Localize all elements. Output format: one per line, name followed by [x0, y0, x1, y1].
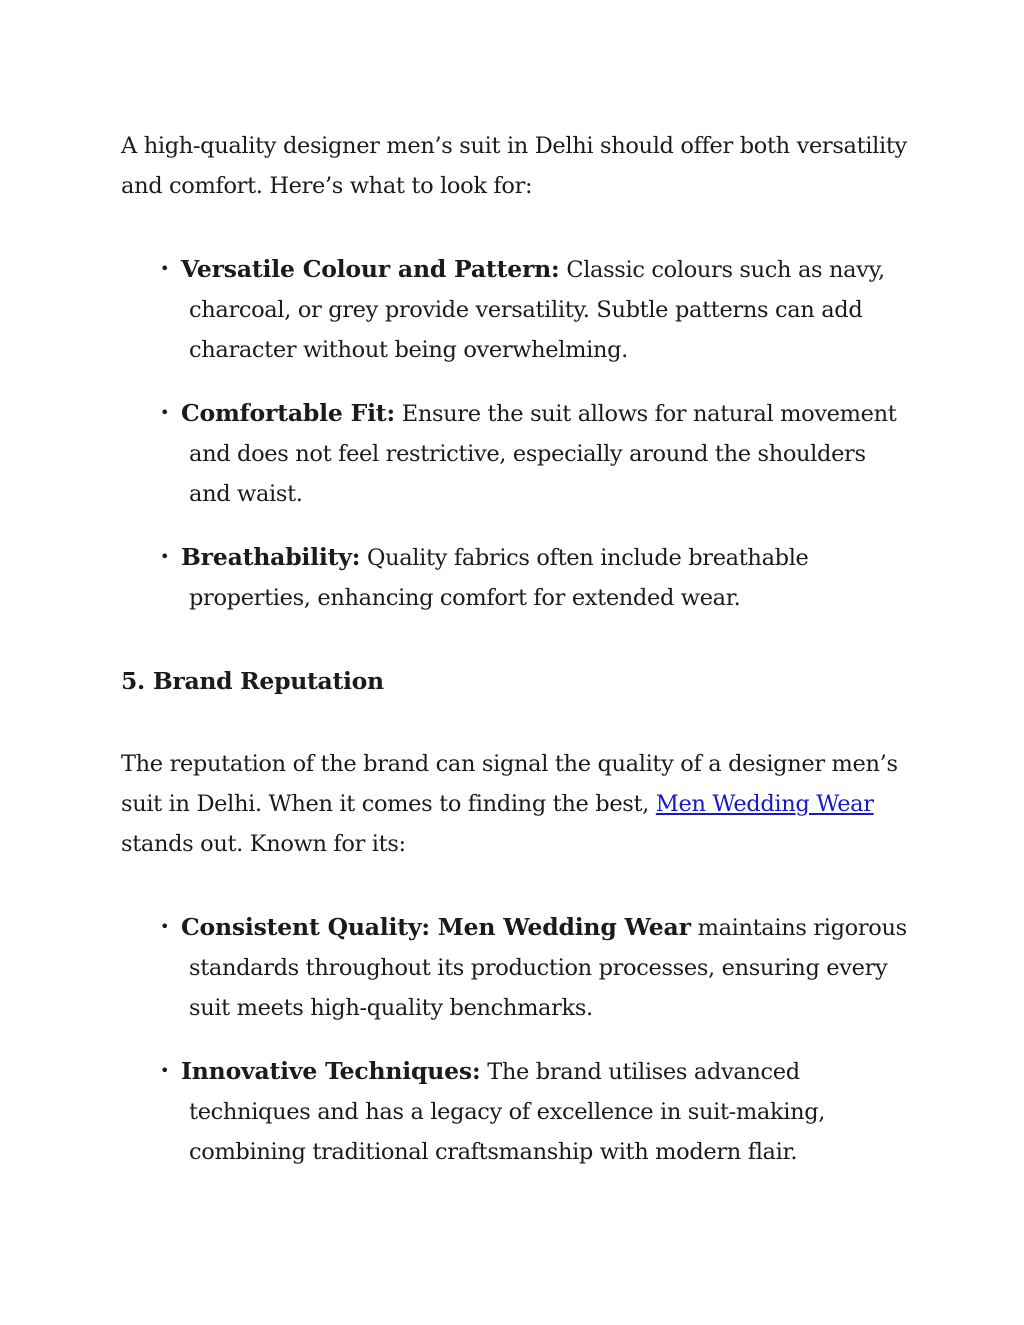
list-item	[160, 907, 911, 1028]
brand-paragraph	[121, 744, 911, 864]
list-item-lead: Breathability:	[181, 543, 361, 571]
list-item-lead: Comfortable Fit:	[181, 399, 395, 427]
list-item-text: Ensure the suit allows for natural movement and does not feel restrictive, especially around the shoulders and waist.	[189, 401, 897, 507]
list-item	[160, 249, 911, 370]
list-item-lead: Consistent Quality: Men Wedding Wear	[181, 913, 691, 941]
bullet-icon: •	[160, 259, 170, 278]
bullet-icon: •	[160, 917, 170, 936]
list-item-lead: Versatile Colour and Pattern:	[181, 255, 560, 283]
list-item	[160, 393, 911, 514]
list-item	[160, 537, 911, 618]
list-item-lead: Innovative Techniques:	[181, 1057, 481, 1085]
list-item-text: Classic colours such as navy, charcoal, or grey provide versatility. Subtle patterns can add character without being overwhelming.	[189, 257, 885, 363]
men-wedding-wear-link[interactable]: Men Wedding Wear	[655, 791, 874, 817]
brand-paragraph-text: The reputation of the brand can signal the quality of a designer men’s suit in Delhi. When it comes to finding the best,	[121, 751, 898, 817]
document-page	[121, 126, 911, 1195]
bullet-icon: •	[160, 1061, 170, 1080]
list-item	[160, 1051, 911, 1172]
qualities-list	[121, 907, 911, 1172]
section-heading: 5. Brand Reputation	[121, 667, 384, 695]
list-item-text: Quality fabrics often include breathable properties, enhancing comfort for extended wear.	[189, 545, 809, 611]
features-list	[121, 249, 911, 618]
intro-paragraph: A high-quality designer men’s suit in Delhi should offer both versatility and comfort. Here’s what to look for:	[121, 133, 907, 199]
list-item-text: maintains rigorous standards throughout its production processes, ensuring every suit meets high-quality benchmarks.	[189, 915, 907, 1021]
list-item-text: The brand utilises advanced techniques and has a legacy of excellence in suit-making, combining traditional craftsmanship with modern flair.	[189, 1059, 826, 1165]
brand-paragraph-tail: stands out. Known for its:	[121, 831, 406, 857]
bullet-icon: •	[160, 547, 170, 566]
bullet-icon: •	[160, 403, 170, 422]
